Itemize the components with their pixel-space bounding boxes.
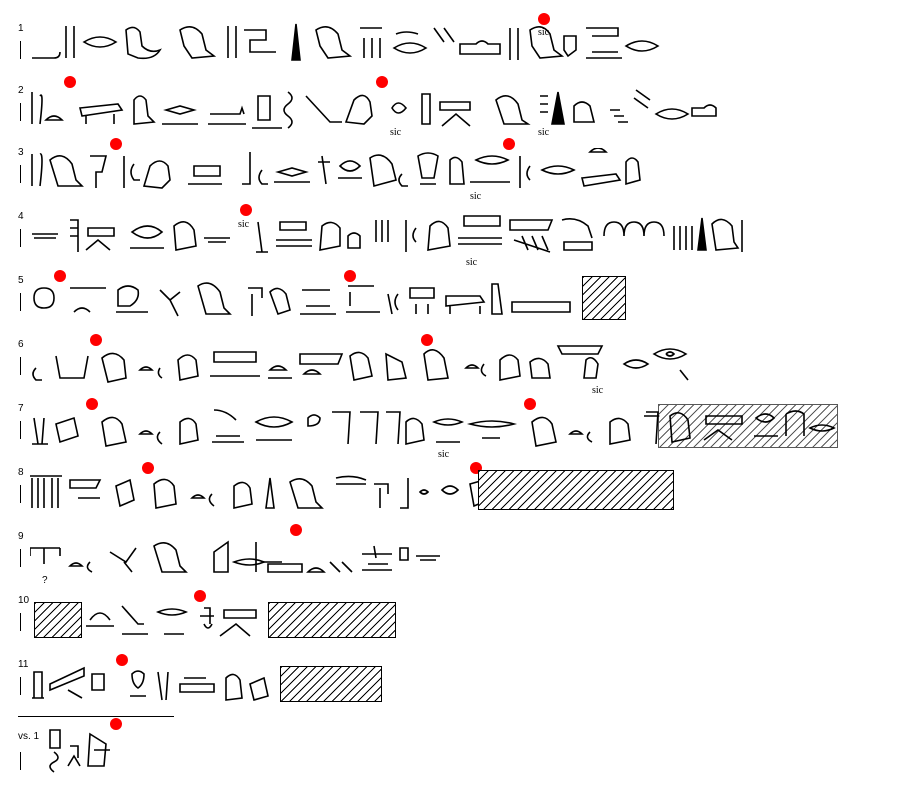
glyph-group [582, 22, 662, 62]
line-number: 2 [18, 85, 24, 96]
line-start-stroke [20, 293, 21, 311]
glyph-group [30, 276, 590, 320]
sic-note: sic [238, 219, 250, 230]
glyph-group [30, 470, 520, 514]
sic-note: sic [390, 127, 402, 138]
text-line-3 [0, 142, 900, 206]
sic-note: sic [466, 257, 478, 268]
line-number: 11 [18, 659, 29, 670]
line-start-stroke [20, 421, 21, 439]
line-start-stroke [20, 752, 21, 770]
line-start-stroke [20, 613, 21, 631]
sic-note: sic [470, 191, 482, 202]
line-number: 1 [18, 23, 24, 34]
text-line-1 [0, 18, 900, 82]
sic-note: sic [438, 449, 450, 460]
line-number: 8 [18, 467, 24, 478]
lacuna-hatched-area [268, 602, 396, 638]
line-number: 10 [18, 595, 30, 606]
sic-note: sic [592, 385, 604, 396]
lacuna-hatched-area [280, 666, 382, 702]
glyph-group [30, 148, 650, 192]
line-number: 3 [18, 147, 24, 158]
text-line-9 [0, 526, 900, 590]
question-note: ? [42, 575, 48, 586]
line-start-stroke [20, 357, 21, 375]
text-line-4 [0, 206, 900, 270]
glyph-group [30, 664, 280, 704]
text-line-11 [0, 654, 900, 718]
lacuna-hatched-area [582, 276, 626, 320]
line-start-stroke [20, 103, 21, 121]
line-number: 9 [18, 531, 24, 542]
text-line-5 [0, 270, 900, 334]
glyph-group [30, 406, 670, 450]
glyph-group [30, 20, 590, 64]
verso-line-1 [0, 722, 900, 786]
line-number: 4 [18, 211, 24, 222]
line-start-stroke [20, 677, 21, 695]
lacuna-hatched-area [478, 470, 674, 510]
red-marker [538, 13, 550, 25]
text-line-10 [0, 590, 900, 654]
line-start-stroke [20, 485, 21, 503]
lacuna-hatched-area [34, 602, 82, 638]
line-start-stroke [20, 41, 21, 59]
section-divider [18, 716, 174, 717]
sic-note: sic [538, 127, 550, 138]
hand-glyph [32, 52, 60, 58]
sic-note: sic [538, 27, 550, 38]
text-line-6 [0, 334, 900, 398]
text-line-8 [0, 462, 900, 526]
text-line-2 [0, 80, 900, 144]
line-number: 5 [18, 275, 24, 286]
line-number: 6 [18, 339, 24, 350]
glyph-group [30, 86, 720, 130]
glyph-group [30, 534, 450, 578]
glyph-group [44, 726, 124, 774]
line-start-stroke [20, 229, 21, 247]
glyph-group [666, 406, 836, 446]
glyph-group [30, 212, 750, 258]
glyph-group [30, 342, 710, 386]
line-number: vs. 1 [18, 731, 40, 742]
text-line-7 [0, 398, 900, 462]
glyph-group [86, 600, 276, 640]
line-start-stroke [20, 165, 21, 183]
line-number: 7 [18, 403, 24, 414]
line-start-stroke [20, 549, 21, 567]
